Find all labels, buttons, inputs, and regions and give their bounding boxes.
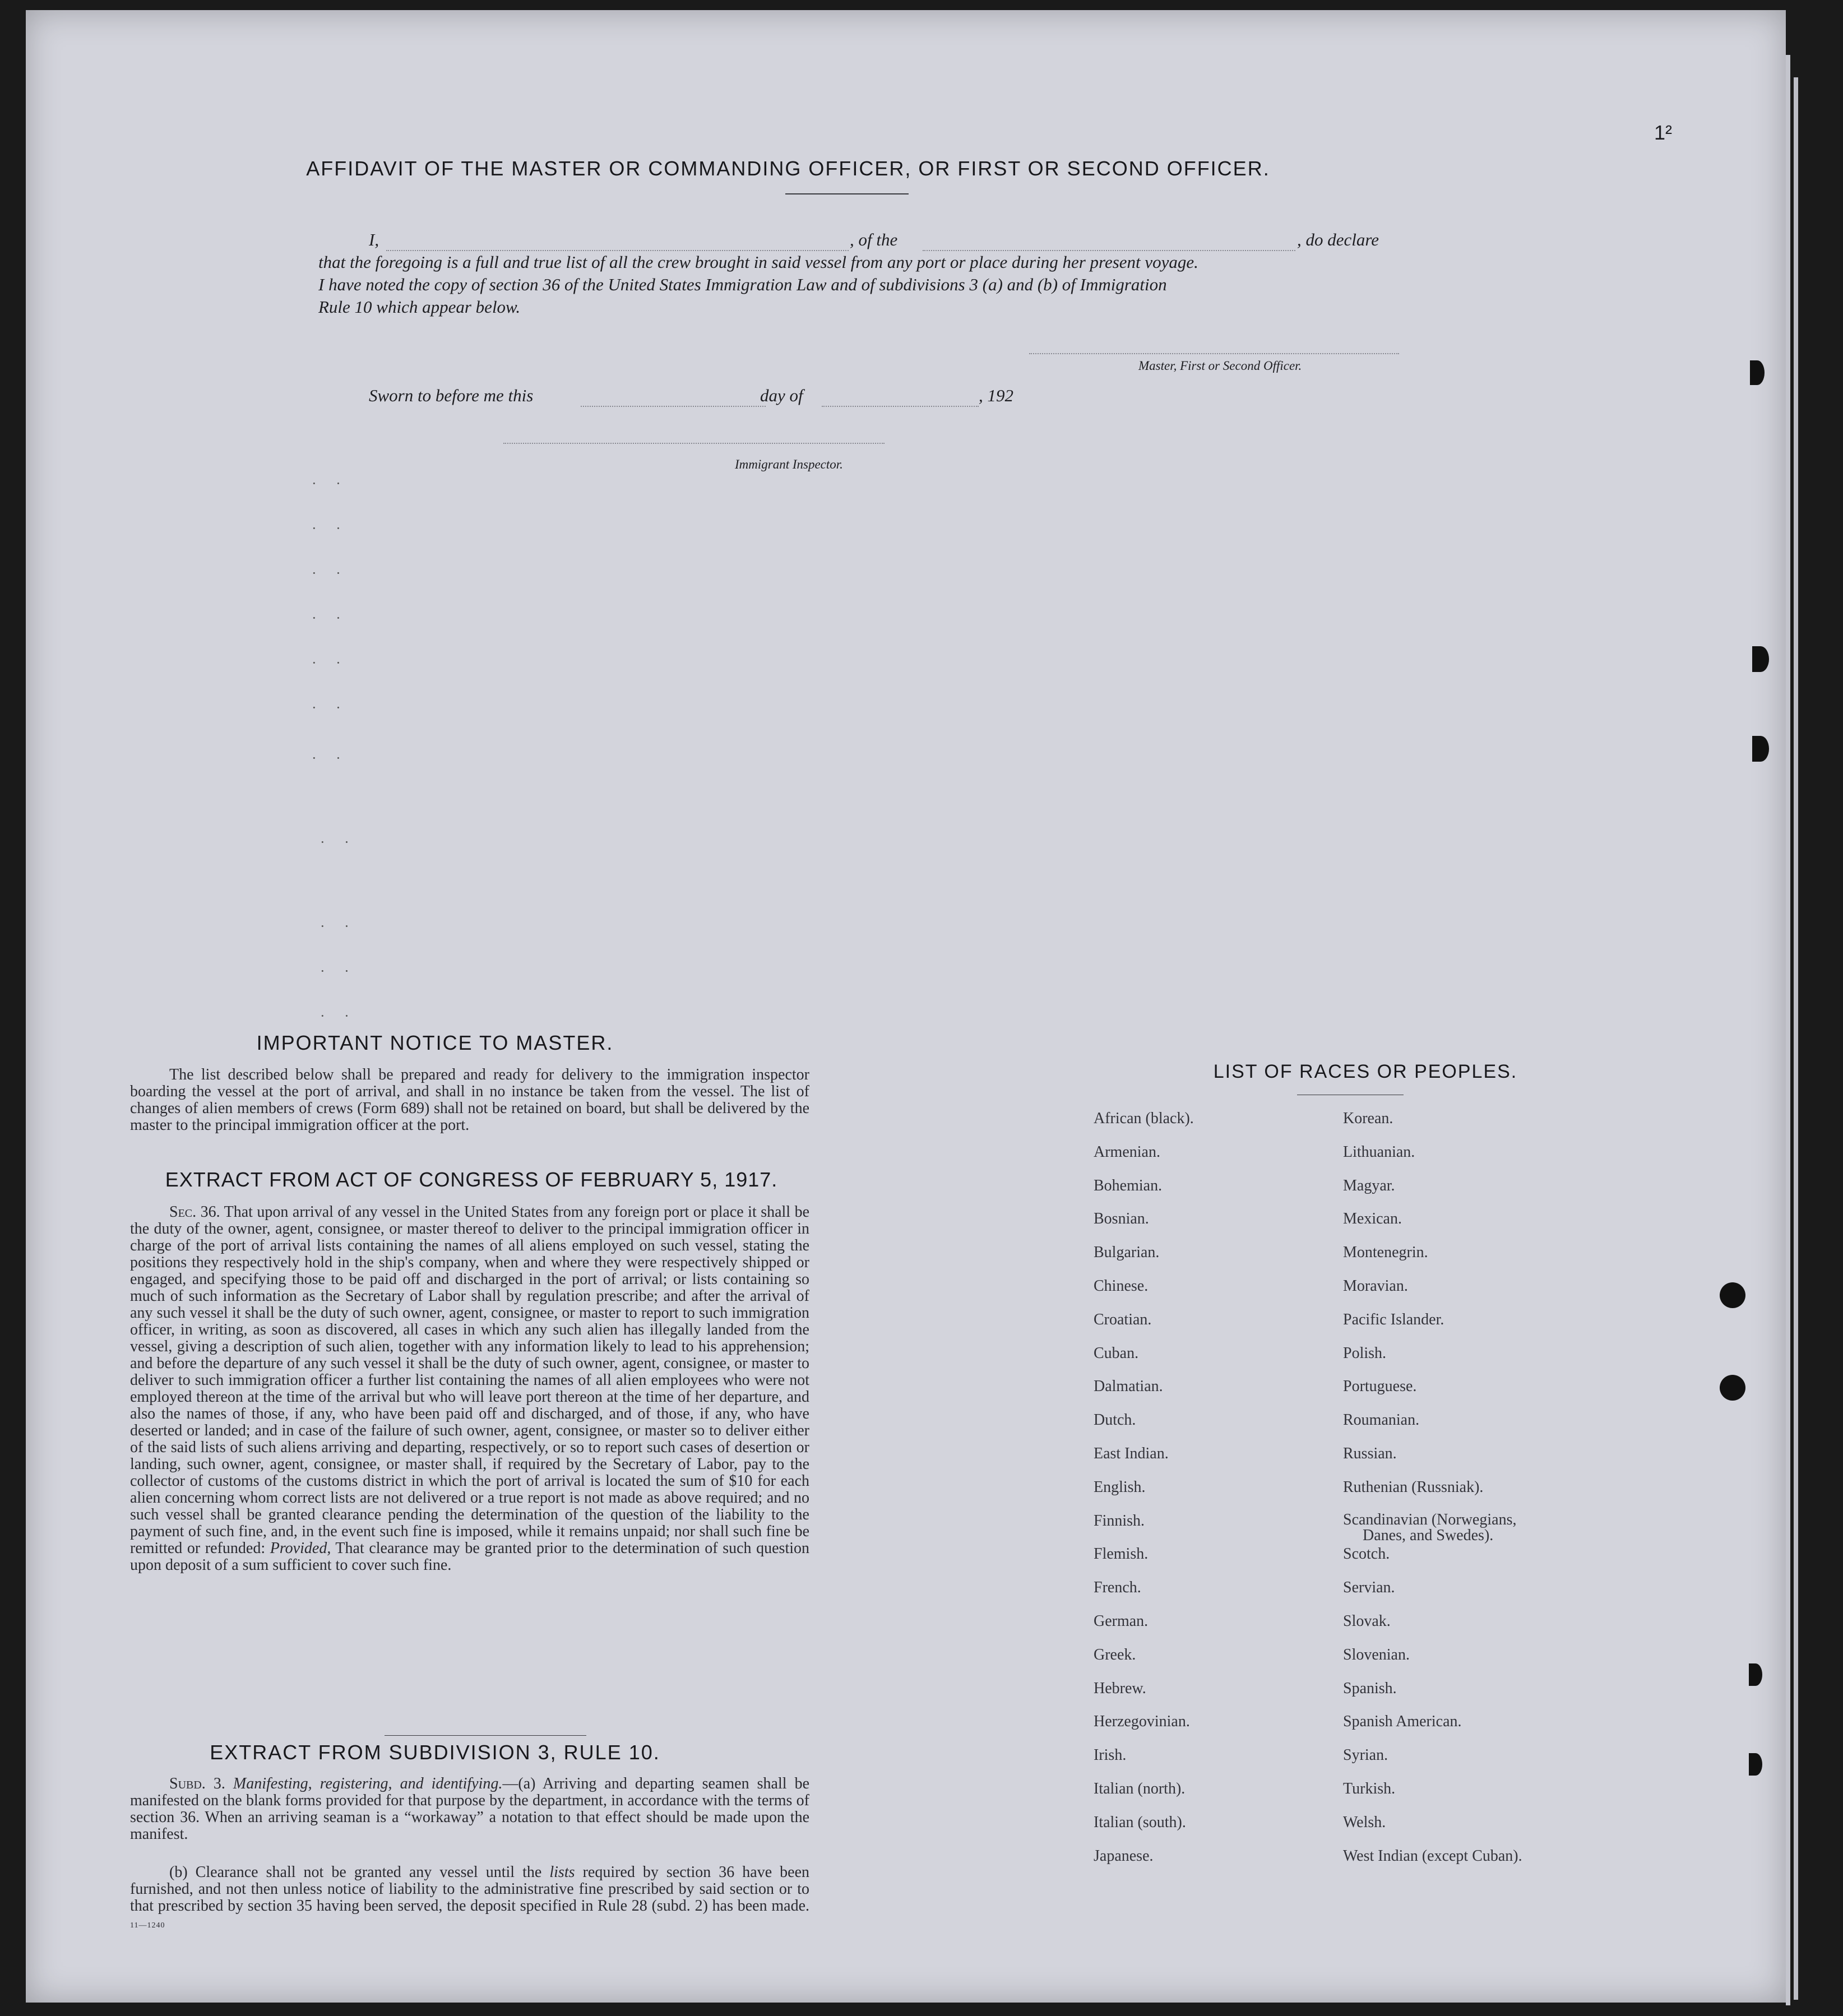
binder-hole-icon (1750, 360, 1765, 385)
stacked-page-edge (1794, 77, 1798, 2000)
race-item: Syrian. (1343, 1746, 1388, 1764)
race-item: Russian. (1343, 1444, 1397, 1462)
race-item: Ruthenian (Russniak). (1343, 1478, 1484, 1496)
race-item: Roumanian. (1343, 1411, 1420, 1429)
race-item-two-line (1343, 1512, 1522, 1546)
document-page (26, 10, 1786, 2003)
section-label: Sec. 36. (169, 1203, 220, 1221)
notice-title: IMPORTANT NOTICE TO MASTER. (256, 1031, 614, 1054)
name-blank (386, 250, 849, 251)
race-item: Mexican. (1343, 1210, 1402, 1228)
affidavit-line3: I have noted the copy of section 36 of the United States Immigration Law and of subdivisions 3 (a) and (b) of Immigration (318, 275, 1167, 294)
race-item: Greek. (1094, 1646, 1136, 1663)
margin-dots: · · (320, 1008, 357, 1024)
race-item: Dutch. (1094, 1411, 1136, 1429)
binder-hole-icon (1749, 1753, 1762, 1776)
race-item: Flemish. (1094, 1545, 1149, 1563)
race-item: Korean. (1343, 1110, 1393, 1127)
affidavit-line2: that the foregoing is a full and true list of all the crew brought in said vessel from any port or place during her present voyage. (318, 252, 1198, 272)
para-b-prefix: (b) Clearance shall not be granted any vessel until the (169, 1864, 542, 1881)
margin-dots: · · (312, 520, 349, 536)
race-item: Spanish American. (1343, 1713, 1462, 1731)
races-column-1 (1094, 1110, 1194, 1880)
race-item: Herzegovinian. (1094, 1713, 1190, 1731)
para-a-text: —(a) Arriving and departing seamen shall be manifested on the blank forms provided for that purpose by the department, in accordance with the terms of section 36. When an arriving seaman is a “workaway” a notation to that effect should be made upon the manifest. (130, 1775, 809, 1843)
subd-label: Subd. 3. (169, 1775, 225, 1792)
margin-dots: · · (312, 475, 349, 492)
race-item: Bulgarian. (1094, 1244, 1160, 1262)
race-item: Cuban. (1094, 1344, 1139, 1362)
margin-dots: · · (320, 834, 357, 850)
race-item: Scotch. (1343, 1545, 1390, 1563)
binder-hole-icon (1720, 1375, 1745, 1401)
race-item: Croatian. (1094, 1310, 1152, 1328)
race-item-continuation: Danes, and Swedes). (1363, 1526, 1494, 1544)
form-code: 11—1240 (130, 1921, 165, 1930)
race-item: Spanish. (1343, 1679, 1397, 1697)
margin-dots: · · (312, 699, 349, 716)
race-item: English. (1094, 1478, 1146, 1496)
race-item: Scandinavian (Norwegians, (1343, 1510, 1517, 1528)
rule-extract-title: EXTRACT FROM SUBDIVISION 3, RULE 10. (210, 1741, 660, 1764)
para-b-lists: lists (549, 1864, 575, 1881)
day-blank (581, 406, 766, 407)
margin-dots: · · (312, 655, 349, 671)
margin-dots: · · (320, 963, 357, 979)
race-item: Italian (south). (1094, 1813, 1186, 1831)
binder-hole-icon (1720, 1282, 1745, 1308)
race-item: Finnish. (1094, 1512, 1145, 1530)
race-item: East Indian. (1094, 1444, 1169, 1462)
race-item: Chinese. (1094, 1277, 1149, 1295)
margin-dots: · · (320, 918, 357, 934)
rule-extract-para-b (130, 1864, 809, 1934)
para-b-rest: required by section 36 have been furnished, and not then unless notice of liability to the administrative fine prescribed by said section or to that prescribed by section 35 having been served, the deposit specified in Rule 28 (subd. 2) has been made. (130, 1864, 810, 1915)
rule-extract-para-a (130, 1776, 809, 1843)
act-extract-body (130, 1204, 809, 1574)
race-item: Polish. (1343, 1344, 1387, 1362)
race-item: West Indian (except Cuban). (1343, 1847, 1522, 1865)
race-item: Portuguese. (1343, 1378, 1417, 1396)
signature-label: Master, First or Second Officer. (1138, 359, 1302, 373)
inspector-label: Immigrant Inspector. (735, 457, 843, 471)
stacked-page-edge (1786, 55, 1790, 2005)
race-item: African (black). (1094, 1110, 1194, 1127)
race-item: Slovak. (1343, 1612, 1391, 1630)
margin-dots: · · (312, 610, 349, 626)
affidavit-line1-declare: , do declare (1297, 230, 1379, 249)
binder-hole-icon (1752, 646, 1769, 672)
race-item: Bohemian. (1094, 1176, 1163, 1194)
affidavit-title: AFFIDAVIT OF THE MASTER OR COMMANDING OFFICER, OR FIRST OR SECOND OFFICER. (306, 157, 1270, 180)
margin-dots: · · (312, 565, 349, 581)
race-item: Pacific Islander. (1343, 1310, 1444, 1328)
race-item: Lithuanian. (1343, 1143, 1415, 1161)
section-text: That upon arrival of any vessel in the United States from any foreign port or place it shall be the duty of the owner, agent, consignee, or master thereof to deliver to the principal immigration officer in charge of the port of arrival lists containing the names of all aliens employed on such vessel, stating the positions they respectively hold in the ship's company, when and where they were respectively shipped or engaged, and specifying those to be paid off and discharged in the port of arrival; or lists containing so much of such information as the Secretary of Labor shall by regulation prescribe; and after the arrival of any such vessel it shall be the duty of such owner, agent, consignee, or master to report to such immigration officer, in writing, as soon as discovered, all cases in which any such alien has illegally landed from the vessel, giving a description of such alien, together with any information likely to lead to his apprehension; and before the departure of any such vessel it shall be the duty of such owner, agent, consignee, or master to deliver to such immigration officer a further list containing the names of all alien employees who were not employed thereon at the time of the arrival but who will leave port thereon at the time of her departure, and also the names of those, if any, who have been paid off and discharged, and of those, if any, who have deserted or landed; and in case of the failure of such owner, agent, consignee, or master so to deliver either of the said lists of such aliens arriving and departing, respectively, or so to report such cases of desertion or landing, such owner, agent, consignee, or master shall, if required by the Secretary of Labor, pay to the collector of customs of the customs district in which the port of arrival is located the sum of $10 for each alien concerning whom correct lists are not delivered or a true report is not made as above required; and no such vessel shall be granted clearance pending the determination of the question of the liability to the payment of such fine, and, in the event such fine is imposed, while it remains unpaid; nor shall such fine be remitted or refunded: (130, 1203, 809, 1557)
race-item: Japanese. (1094, 1847, 1154, 1865)
sworn-prefix: Sworn to before me this (369, 386, 534, 405)
act-extract-title: EXTRACT FROM ACT OF CONGRESS OF FEBRUARY 5, 1917. (165, 1168, 778, 1191)
proviso-label: Provided, (270, 1540, 331, 1557)
affidavit-line1-of-the: , of the (850, 230, 898, 249)
race-item: Italian (north). (1094, 1779, 1186, 1797)
signature-blank (1029, 353, 1399, 354)
divider (385, 1735, 586, 1736)
affidavit-line4: Rule 10 which appear below. (318, 297, 521, 317)
race-item: Bosnian. (1094, 1210, 1149, 1228)
page-mark: 1² (1654, 121, 1673, 144)
notice-body: The list described below shall be prepared and ready for delivery to the immigration inspector boarding the vessel at the port of arrival, and shall in no instance be taken from the vessel. The list of changes of alien members of crews (Form 689) shall not be retained on board, but shall be delivered by the master to the principal immigration officer at the port. (130, 1066, 809, 1134)
race-item: Montenegrin. (1343, 1244, 1428, 1262)
race-item: Armenian. (1094, 1143, 1160, 1161)
inspector-signature-blank (503, 443, 885, 444)
binder-hole-icon (1752, 736, 1769, 762)
race-item: Welsh. (1343, 1813, 1386, 1831)
divider (785, 193, 909, 194)
binder-hole-icon (1749, 1663, 1762, 1686)
race-item: German. (1094, 1612, 1149, 1630)
month-blank (822, 406, 979, 407)
sworn-year: , 192 (979, 386, 1013, 405)
margin-dots: · · (312, 750, 349, 766)
races-title: LIST OF RACES OR PEOPLES. (1213, 1061, 1518, 1082)
race-item: Turkish. (1343, 1779, 1396, 1797)
race-item: Magyar. (1343, 1176, 1395, 1194)
race-item: French. (1094, 1579, 1141, 1597)
subd-heading: Manifesting, registering, and identifying. (233, 1775, 503, 1792)
race-item: Irish. (1094, 1746, 1127, 1764)
proviso-text: That clearance may be granted prior to the determination of such question upon deposit of a sum sufficient to cover such fine. (130, 1540, 810, 1574)
race-item: Dalmatian. (1094, 1378, 1163, 1396)
vessel-blank (923, 250, 1295, 251)
race-item: Hebrew. (1094, 1679, 1146, 1697)
race-item: Servian. (1343, 1579, 1395, 1597)
affidavit-line1-i: I, (369, 230, 379, 249)
sworn-day-of: day of (760, 386, 803, 405)
races-column-2 (1343, 1110, 1522, 1880)
race-item: Slovenian. (1343, 1646, 1410, 1663)
race-item: Moravian. (1343, 1277, 1408, 1295)
